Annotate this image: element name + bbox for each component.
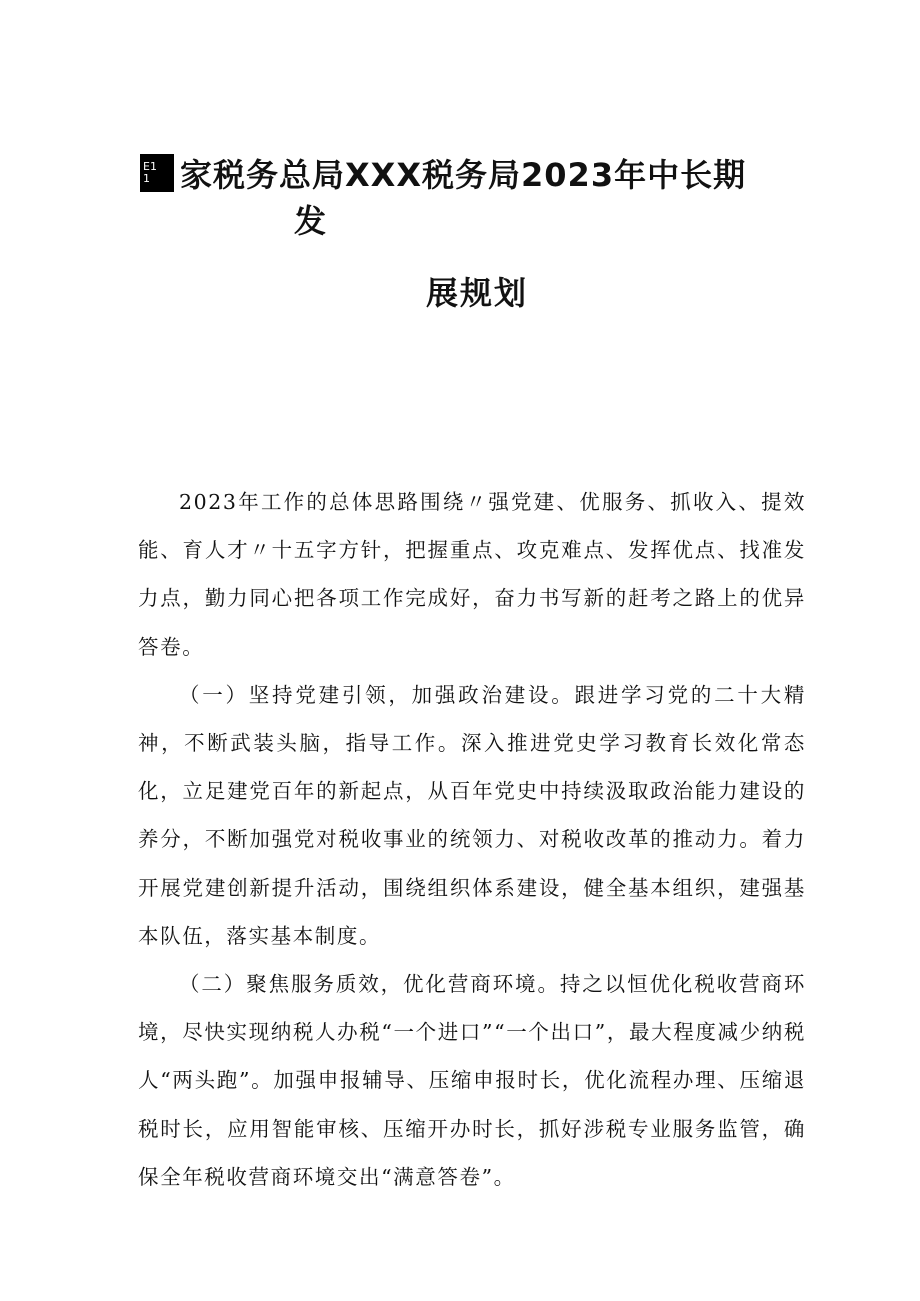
page-marker-badge (140, 154, 174, 192)
badge-line-1: E1 (143, 160, 157, 173)
title-line-1 (140, 148, 800, 198)
paragraph-section-2: （二）聚焦服务质效，优化营商环境。持之以恒优化税收营商环境，尽快实现纳税人办税“一个进口”“一个出口”，最大程度减少纳税人“两头跑”。加强申报辅导、压缩申报时长，优化流程办理、压缩退税时长，应用智能审核、压缩开办时长，抓好涉税专业服务监管，确保全年税收营商环境交出“满意答卷”。 (138, 972, 806, 1189)
document-title-part-3: 展规划 (426, 274, 529, 312)
document-title-part-2: 发 (294, 202, 327, 240)
badge-line-2: 1 (143, 172, 150, 185)
paragraph-section-1: （一）坚持党建引领，加强政治建设。跟进学习党的二十大精神，不断武装头脑，指导工作。深入推进党史学习教育长效化常态化，立足建党百年的新起点，从百年党史中持续汲取政治能力建设的养分，不断加强党对税收事业的统领力、对税收改革的推动力。着力开展党建创新提升活动，围绕组织体系建设，健全基本组织，建强基本队伍，落实基本制度。 (138, 682, 806, 948)
title-block (140, 148, 800, 198)
document-title-part-1: 家税务总局XXX税务局2023年中长期 (180, 156, 747, 194)
document-body (138, 478, 806, 1201)
paragraph-intro: 2023年工作的总体思路围绕〃强党建、优服务、抓收入、提效能、育人才〃十五字方针，把握重点、攻克难点、发挥优点、找准发力点，勤力同心把各项工作完成好，奋力书写新的赶考之路上的优异答卷。 (138, 490, 806, 659)
